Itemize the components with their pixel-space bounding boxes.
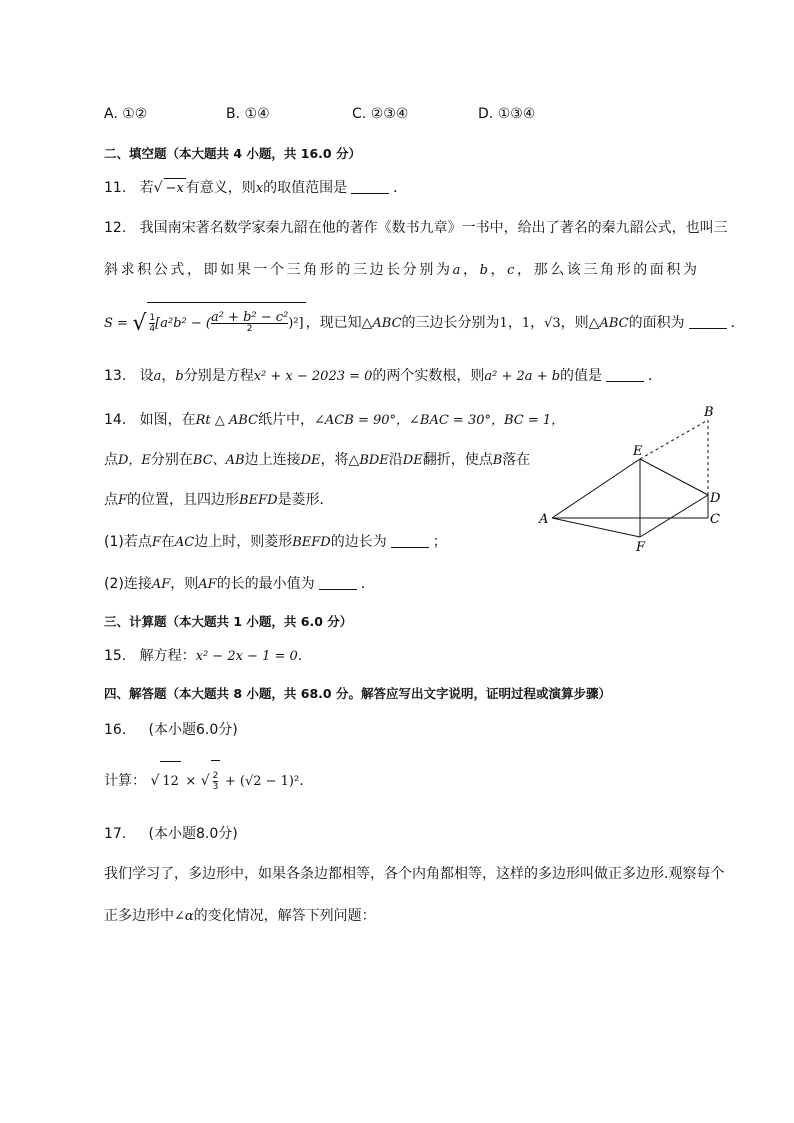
question-12-line-2: 斜求积公式，即如果一个三角形的三边长分别为a，b，c，那么该三角形的面积为 <box>104 262 700 278</box>
label-d: D <box>710 491 721 506</box>
question-14-line-3: 点F的位置，且四边形BEFD是菱形． <box>104 492 334 508</box>
option-c: C. ②③④ <box>352 106 409 122</box>
segment-ed <box>640 459 708 495</box>
answer-blank <box>351 179 389 194</box>
question-11: 11. 若√ −x 有意义，则x的取值范围是 ． <box>104 178 407 199</box>
question-17: 17. (本小题8.0分) <box>104 826 238 842</box>
option-b: B. ①④ <box>226 106 270 122</box>
points-note: (本小题8.0分) <box>148 826 238 842</box>
section-3-title: 三、计算题（本大题共 1 小题，共 6.0 分） <box>104 614 353 629</box>
question-12-line-3: S = √ $\frac{1}{4}$ [a²b² − ( $\frac{\text{a² + b² − c²}}{2}$ )²] ，现已知△ABC的三边长分别为1，1，√3，则△ABC的面积为 ． <box>104 302 745 338</box>
question-12-line-1: 12. 我国南宋著名数学家秦九韶在他的著作《数书九章》一书中，给出了著名的秦九韶公式，也叫三 <box>104 220 728 236</box>
section-2-title: 二、填空题（本大题共 4 小题，共 16.0 分） <box>104 146 361 161</box>
segment-eb-dashed <box>640 420 708 459</box>
answer-blank <box>319 575 357 590</box>
label-e: E <box>633 444 643 459</box>
question-16-expression: 计算： √ 12 × √ $\frac{2}{3}$ + (√2 − 1)². <box>104 760 304 800</box>
segment-ae <box>552 459 640 518</box>
question-16: 16. (本小题6.0分) <box>104 722 238 738</box>
segment-fd <box>640 495 708 537</box>
points-note: (本小题6.0分) <box>148 722 238 738</box>
area-formula-s: S = <box>104 316 128 331</box>
question-17-line-2: 正多边形中∠α的变化情况，解答下列问题： <box>104 908 376 924</box>
section-4-title: 四、解答题（本大题共 8 小题，共 68.0 分。解答应写出文字说明，证明过程或演算步骤） <box>104 686 611 701</box>
label-b: B <box>704 405 714 420</box>
question-13: 13. 设a，b分别是方程x² + x − 2023 = 0的两个实数根，则a² + 2a + b的值是 ． <box>104 368 663 384</box>
question-14-line-1: 14. 如图，在Rt △ ABC纸片中，∠ACB = 90°，∠BAC = 30°，BC = 1， <box>104 412 565 428</box>
answer-blank <box>391 533 429 548</box>
option-d-value: ①③④ <box>497 106 536 122</box>
question-14-part-1: (1)若点F在AC边上时，则菱形BEFD的边长为 ； <box>104 534 447 550</box>
answer-blank <box>606 367 644 382</box>
label-f: F <box>636 540 646 555</box>
question-17-line-1: 我们学习了，多边形中，如果各条边都相等，各个内角都相等，这样的多边形叫做正多边形.观察每个 <box>104 866 725 882</box>
option-c-value: ②③④ <box>370 106 409 122</box>
radical-neg-x: −x <box>164 178 186 199</box>
option-a-value: ①② <box>122 106 148 122</box>
heron-formula-radicand: $\frac{1}{4}$ [a²b² − ( $\frac{\text{a² + b² − c²}}{2}$ )²] <box>147 302 305 342</box>
option-b-value: ①④ <box>244 106 270 122</box>
question-14-line-2: 点D，E分别在BC、AB边上连接DE，将△BDE沿DE翻折，使点B落在 <box>104 452 531 468</box>
label-a: A <box>539 512 549 527</box>
option-a: A. ①② <box>104 106 148 122</box>
answer-blank <box>689 314 727 329</box>
option-d: D. ①③④ <box>478 106 536 122</box>
segment-af <box>552 518 640 537</box>
label-c: C <box>710 512 720 527</box>
rhombus-figure <box>530 396 730 560</box>
question-15: 15. 解方程：x² − 2x − 1 = 0. <box>104 648 303 664</box>
question-14-part-2: (2)连接AF，则AF的长的最小值为 ． <box>104 576 375 592</box>
